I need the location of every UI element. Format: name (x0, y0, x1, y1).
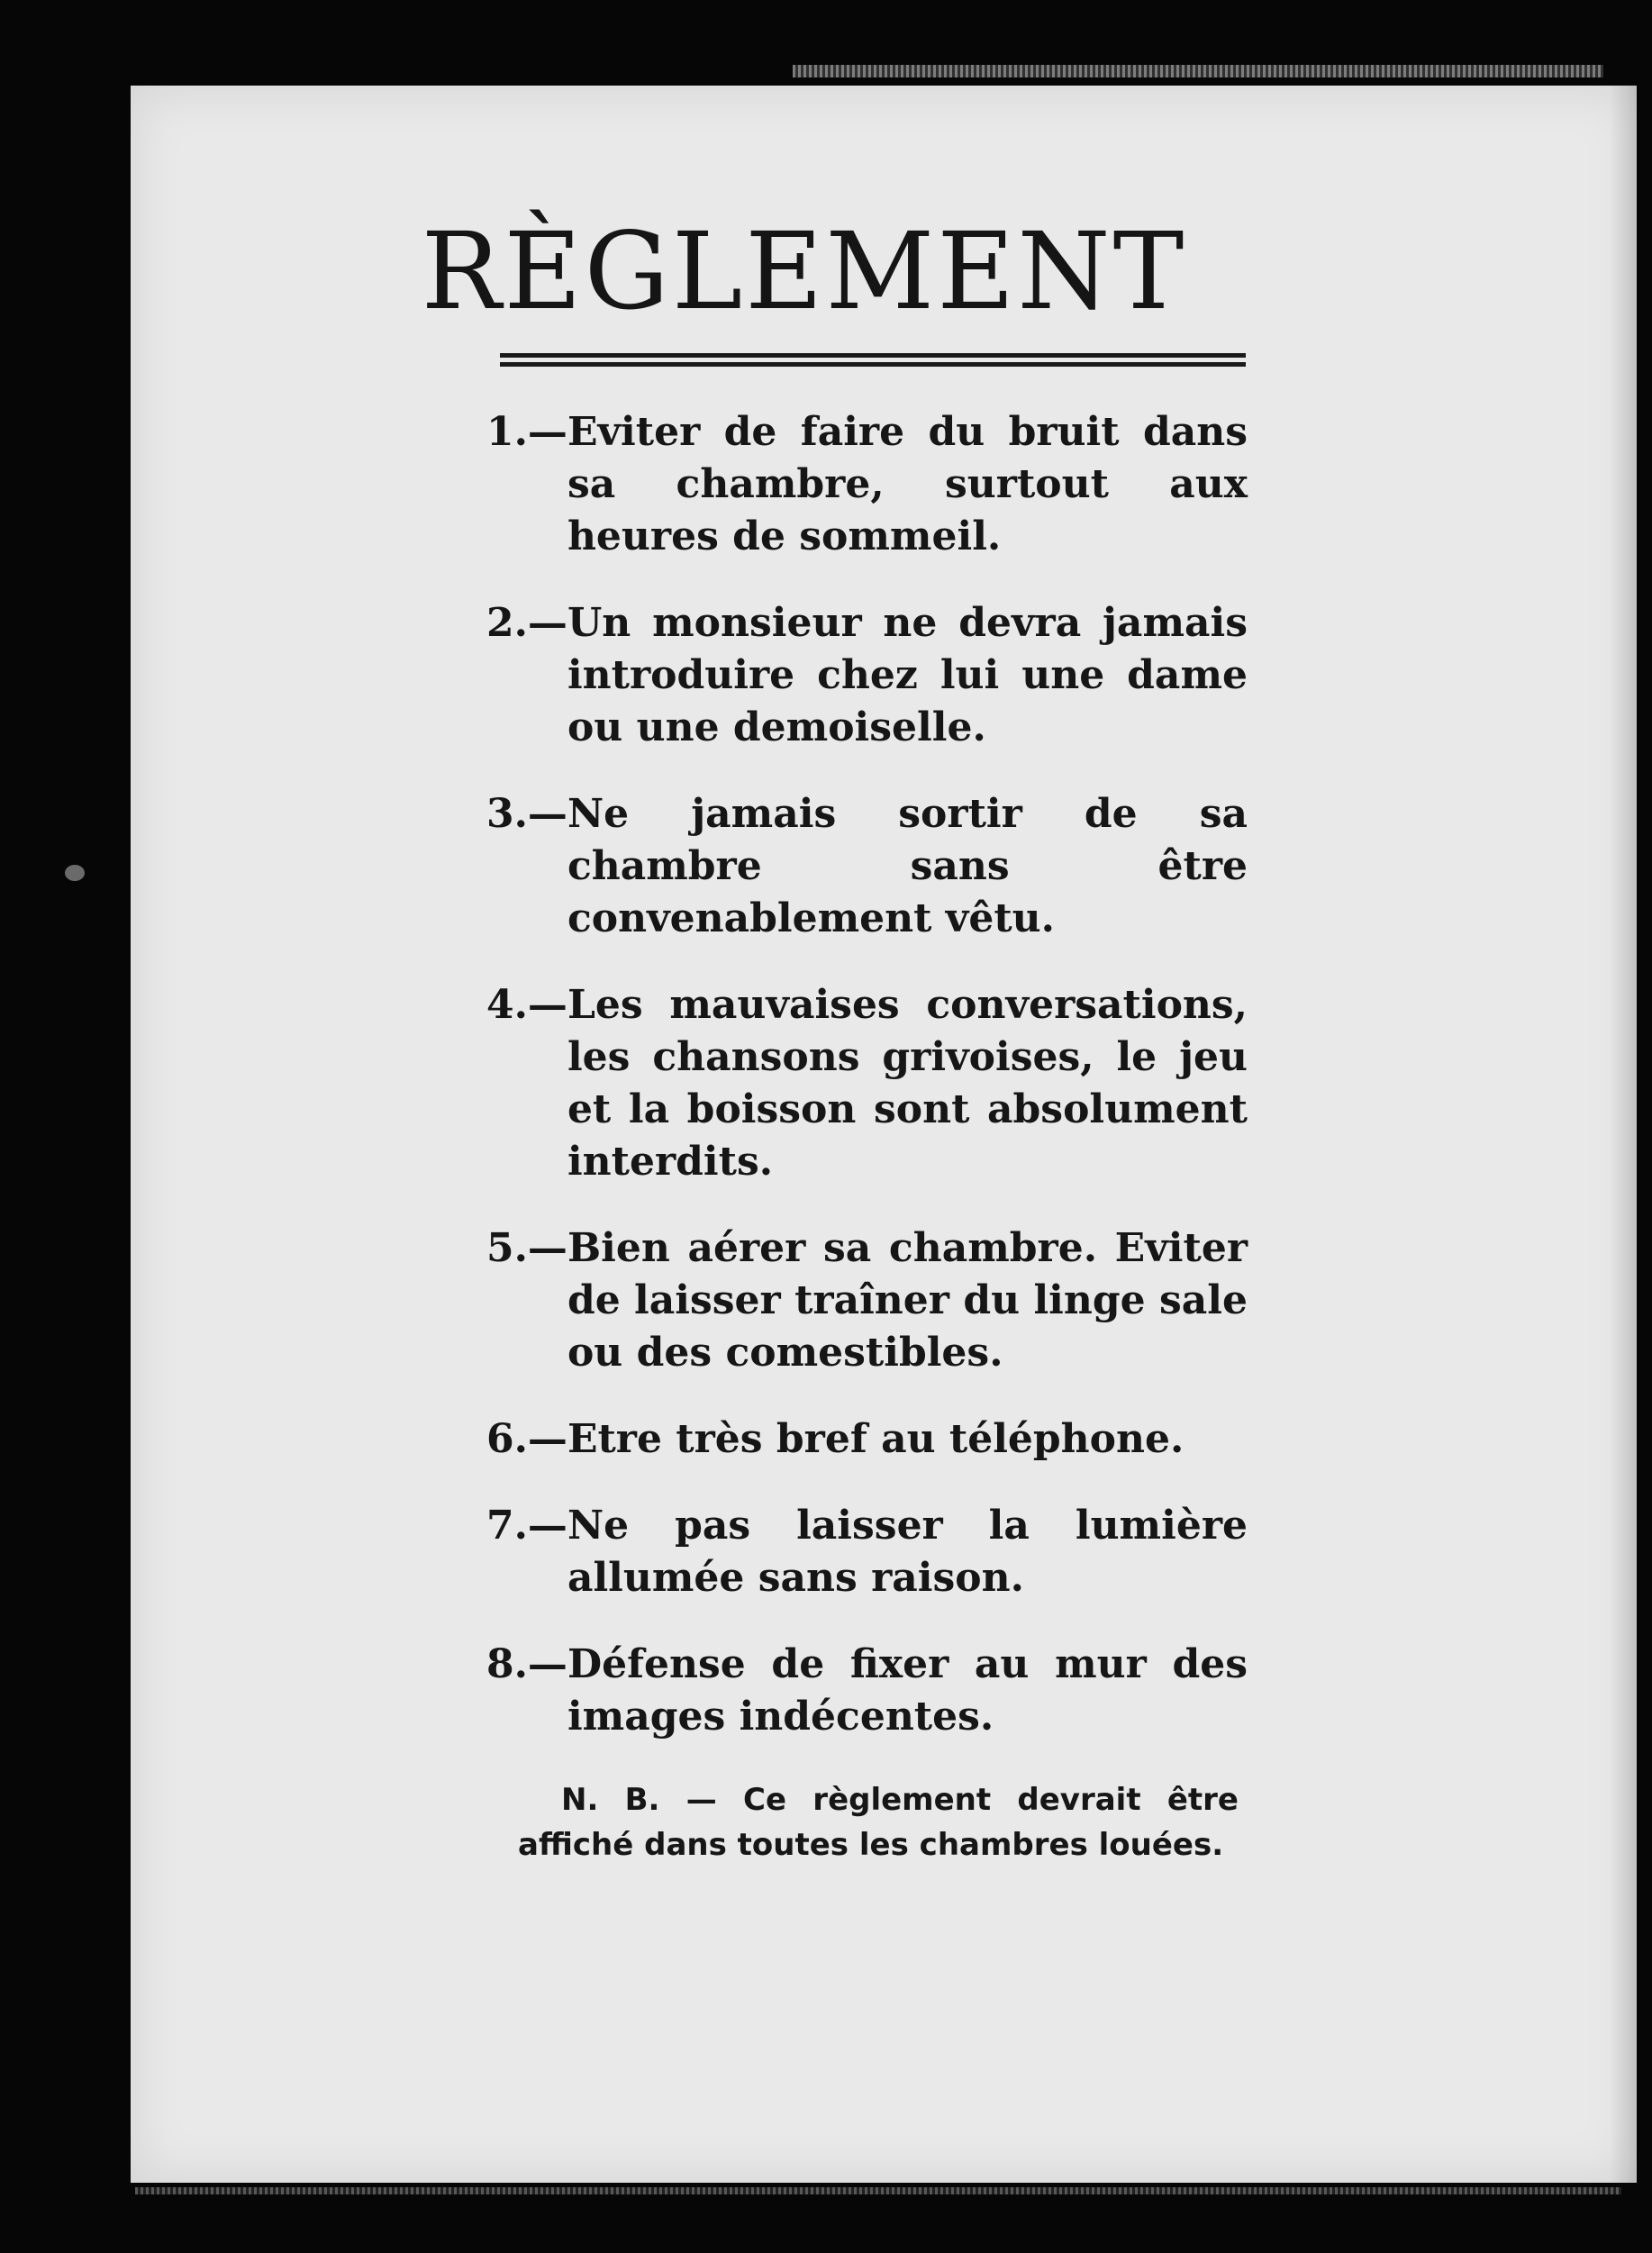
film-edge-bottom (135, 2187, 1621, 2194)
rule-item-3 (486, 788, 1248, 945)
rule-number: 2.— (486, 599, 567, 646)
film-speck (65, 865, 85, 881)
rule-text: Ne pas laisser la lumière allumée sans raison. (567, 1502, 1248, 1601)
rule-item-2 (486, 597, 1248, 754)
rule-number: 4.— (486, 981, 567, 1028)
rule-text: Un monsieur ne devra jamais introduire chez lui une dame ou une demoiselle. (567, 599, 1248, 750)
rule-number: 6.— (486, 1415, 567, 1462)
document-content (360, 209, 1248, 1898)
rule-item-5 (486, 1222, 1248, 1379)
rule-item-6 (486, 1413, 1248, 1466)
rule-text: Bien aérer sa chambre. Eviter de laisser traîner du linge sale ou des comestibles. (567, 1224, 1248, 1376)
rule-text: Défense de fixer au mur des images indécentes. (567, 1640, 1248, 1740)
rule-item-7 (486, 1500, 1248, 1604)
rule-item-1 (486, 406, 1248, 563)
rule-number: 7.— (486, 1502, 567, 1549)
page-edge-shadow (1610, 86, 1637, 2183)
title-double-rule (500, 353, 1246, 367)
rule-number: 5.— (486, 1224, 567, 1271)
title-rule-top (500, 353, 1246, 358)
rule-text: Eviter de faire du bruit dans sa chambre, surtout aux heures de sommeil. (567, 408, 1248, 559)
rule-item-4 (486, 979, 1248, 1188)
film-edge-top (793, 65, 1603, 77)
rule-item-8 (486, 1639, 1248, 1743)
title-rule-bottom (500, 362, 1246, 367)
rule-text: Etre très bref au téléphone. (567, 1415, 1185, 1462)
rule-text: Ne jamais sortir de sa chambre sans être convenablement vêtu. (567, 790, 1248, 941)
rule-text: Les mauvaises conversations, les chansons grivoises, le jeu et la boisson sont absolument interdits. (567, 981, 1248, 1185)
rule-number: 3.— (486, 790, 567, 837)
rule-number: 1.— (486, 408, 567, 455)
document-title: RÈGLEMENT (421, 209, 1187, 333)
nb-note: N. B. — Ce règlement devrait être affiché dans toutes les chambres louées. (518, 1781, 1239, 1863)
rules-list (486, 406, 1248, 1743)
rule-number: 8.— (486, 1640, 567, 1687)
